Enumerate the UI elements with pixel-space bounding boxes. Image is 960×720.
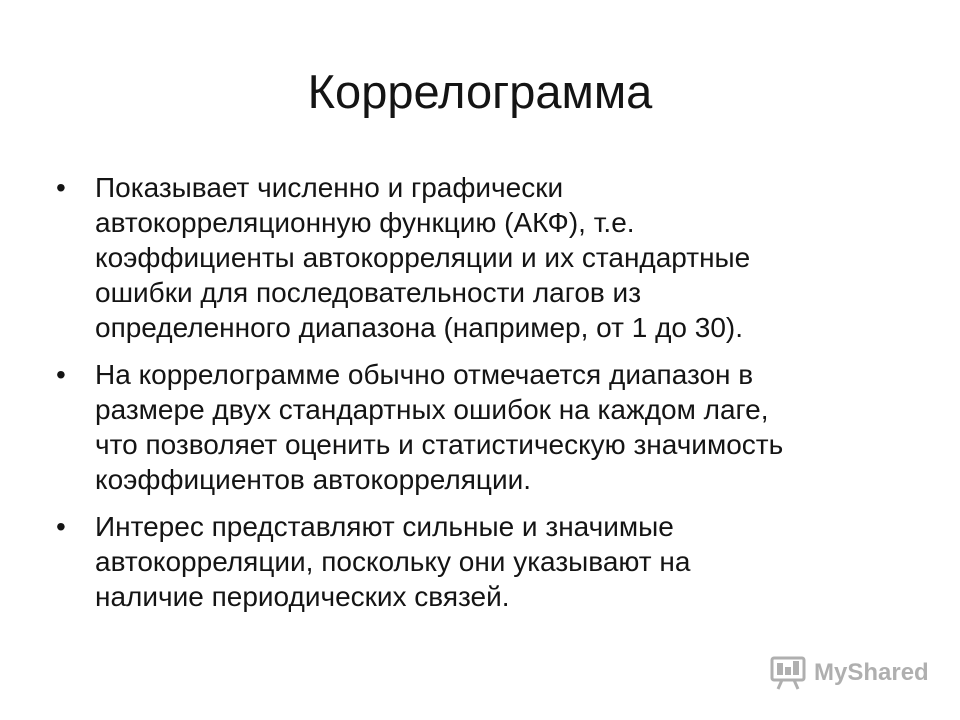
watermark-text: MyShared	[814, 659, 929, 686]
bullet-dot: •	[56, 511, 66, 542]
bullet-line: Интерес представляют сильные и значимые	[95, 511, 674, 542]
watermark	[768, 653, 929, 693]
bullet-item	[56, 509, 916, 614]
bullet-text	[95, 357, 916, 497]
bullet-dot: •	[56, 359, 66, 390]
bullet-line: размере двух стандартных ошибок на каждом лаге,	[95, 394, 769, 425]
bullet-text	[95, 170, 916, 345]
bullet-text	[95, 509, 916, 614]
bullet-line: Показывает численно и графически	[95, 172, 564, 203]
bullet-item	[56, 357, 916, 497]
bullet-line: автокорреляционную функцию (АКФ), т.е.	[95, 207, 635, 238]
bullet-line: определенного диапазона (например, от 1 до 30).	[95, 312, 744, 343]
slide-title: Коррелограмма	[307, 65, 653, 118]
bullet-line: На коррелограмме обычно отмечается диапазон в	[95, 359, 754, 390]
bullet-line: коэффициенты автокорреляции и их стандартные	[95, 242, 751, 273]
bullet-line: что позволяет оценить и статистическую значимость	[95, 429, 784, 460]
bullet-list	[56, 170, 916, 626]
bullet-line: коэффициентов автокорреляции.	[95, 464, 532, 495]
bullet-item	[56, 170, 916, 345]
bullet-line: наличие периодических связей.	[95, 581, 510, 612]
bullet-line: ошибки для последовательности лагов из	[95, 277, 642, 308]
presentation-board-icon	[768, 653, 808, 693]
bullet-dot: •	[56, 172, 66, 203]
bullet-line: автокорреляции, поскольку они указывают на	[95, 546, 691, 577]
